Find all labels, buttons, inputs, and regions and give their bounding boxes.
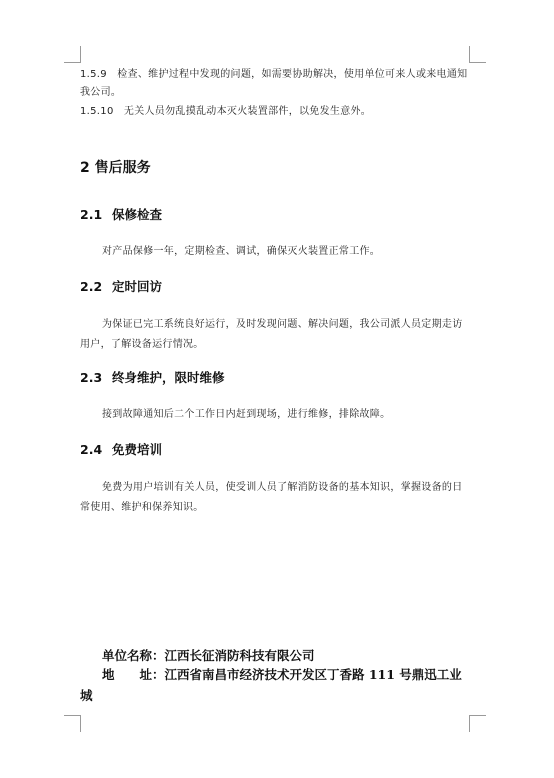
subsection-body-2-3: 接到故障通知后二个工作日内赶到现场，进行维修，排除故障。 bbox=[102, 409, 391, 420]
footer-address: 地 址：江西省南昌市经济技术开发区丁香路 111 号鼎迅工业城 bbox=[80, 667, 462, 703]
subsection-heading-2-2 bbox=[80, 277, 472, 297]
section-heading: 2 售后服务 bbox=[80, 160, 151, 176]
subsection-number: 2.3 bbox=[80, 370, 103, 385]
subsection-title: 免费培训 bbox=[112, 442, 163, 457]
subsection-body-2-1: 对产品保修一年，定期检查、调试，确保灭火装置正常工作。 bbox=[102, 246, 381, 257]
subsection-title: 终身维护，限时维修 bbox=[112, 370, 225, 385]
subsection-heading-2-4 bbox=[80, 440, 472, 460]
footer-unit-name: 单位名称：江西长征消防科技有限公司 bbox=[102, 648, 315, 663]
margin-corner-bottom-left bbox=[64, 715, 81, 732]
subsection-number: 2.2 bbox=[80, 279, 103, 294]
subsection-title: 保修检查 bbox=[112, 207, 163, 222]
subsection-title: 定时回访 bbox=[112, 279, 163, 294]
clause-1-5-9: 1.5.9 检查、维护过程中发现的问题，如需要协助解决，使用单位可来人或来电通知我公司。 bbox=[80, 69, 468, 98]
subsection-heading-2-3 bbox=[80, 368, 472, 388]
subsection-number: 2.4 bbox=[80, 442, 103, 457]
margin-corner-top-right bbox=[469, 46, 486, 63]
clause-1-5-10: 1.5.10 无关人员勿乱摸乱动本灭火装置部件，以免发生意外。 bbox=[80, 106, 372, 117]
subsection-body-2-4: 免费为用户培训有关人员，使受训人员了解消防设备的基本知识，掌握设备的日常使用、维护和保养知识。 bbox=[80, 482, 463, 513]
margin-corner-bottom-right bbox=[469, 715, 486, 732]
subsection-number: 2.1 bbox=[80, 207, 103, 222]
subsection-heading-2-1 bbox=[80, 205, 472, 225]
margin-corner-top-left bbox=[64, 46, 81, 63]
subsection-body-2-2: 为保证已完工系统良好运行，及时发现问题、解决问题，我公司派人员定期走访用户，了解设备运行情况。 bbox=[80, 319, 463, 350]
